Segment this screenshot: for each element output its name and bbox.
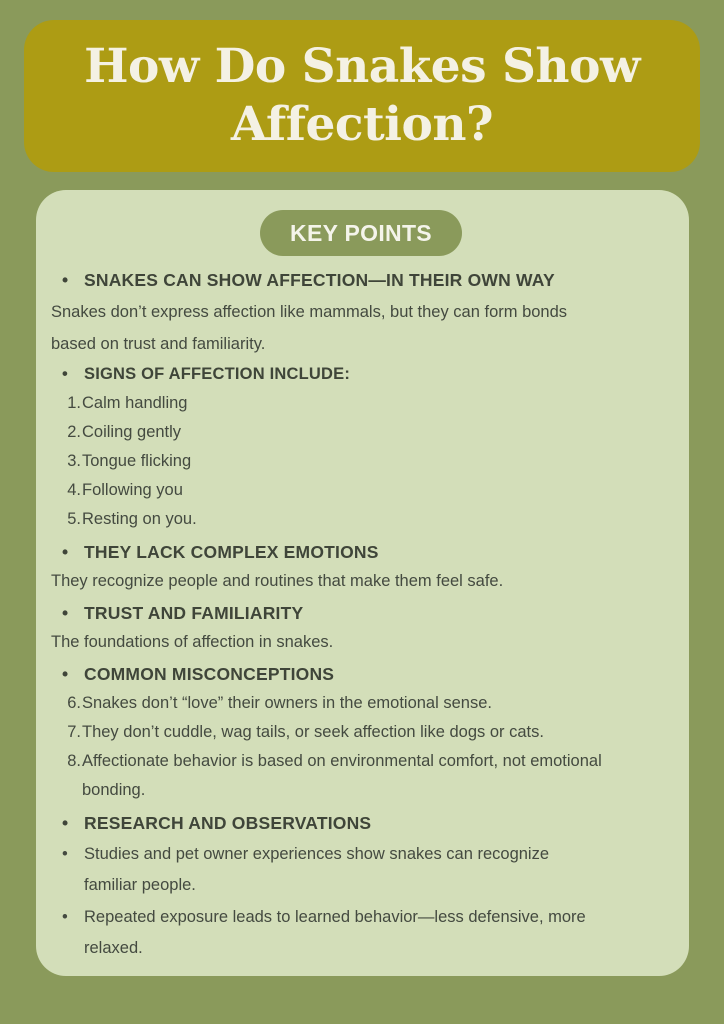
list-number: 4. <box>67 481 81 499</box>
list-text: Studies and pet owner experiences show snakes can recognize <box>84 845 550 863</box>
list-number: 5. <box>67 510 81 528</box>
heading-text: RESEARCH AND OBSERVATIONS <box>84 813 372 833</box>
list-text: Resting on you. <box>82 510 197 528</box>
bullet-icon: • <box>62 908 68 926</box>
bullet-icon: • <box>62 270 69 290</box>
list-number: 2. <box>67 423 81 441</box>
list-number: 7. <box>67 723 81 741</box>
bullet-icon: • <box>62 542 69 562</box>
bullet-icon: • <box>62 664 69 684</box>
list-text: Affectionate behavior is based on environmental comfort, not emotional <box>82 752 602 770</box>
section-heading <box>62 270 555 291</box>
heading-text: THEY LACK COMPLEX EMOTIONS <box>84 542 379 562</box>
section-heading <box>62 813 371 834</box>
heading-text: TRUST AND FAMILIARITY <box>84 603 304 623</box>
section-heading <box>62 603 303 624</box>
list-text: They don’t cuddle, wag tails, or seek affection like dogs or cats. <box>82 723 544 741</box>
list-number: 6. <box>67 694 81 712</box>
list-text: Coiling gently <box>82 423 182 441</box>
list-text-continued: relaxed. <box>84 939 143 957</box>
list-text: Following you <box>82 481 183 499</box>
heading-text: SIGNS OF AFFECTION INCLUDE: <box>84 365 351 383</box>
title-line-1: How Do Snakes Show <box>84 39 640 94</box>
list-text-continued: familiar people. <box>84 876 196 894</box>
list-text: Calm handling <box>82 394 188 412</box>
list-number: 1. <box>67 394 81 412</box>
list-number: 8. <box>67 752 81 770</box>
bullet-icon: • <box>62 813 69 833</box>
section-heading <box>62 664 334 685</box>
paragraph-line: The foundations of affection in snakes. <box>51 633 334 651</box>
list-number: 3. <box>67 452 81 470</box>
key-points-badge: KEY POINTS <box>260 210 462 256</box>
paragraph-line: Snakes don’t express affection like mammals, but they can form bonds <box>51 303 568 321</box>
bullet-icon: • <box>62 365 68 383</box>
bullet-icon: • <box>62 845 68 863</box>
bullet-icon: • <box>62 603 69 623</box>
list-text-continued: bonding. <box>82 781 146 799</box>
list-text: Snakes don’t “love” their owners in the emotional sense. <box>82 694 492 712</box>
title-line-2: Affection? <box>230 97 494 152</box>
title-banner <box>24 20 700 172</box>
section-heading <box>62 542 379 563</box>
list-text: Tongue flicking <box>82 452 192 470</box>
list-text: Repeated exposure leads to learned behavior—less defensive, more <box>84 908 586 926</box>
paragraph-line: based on trust and familiarity. <box>51 335 266 353</box>
paragraph-line: They recognize people and routines that make them feel safe. <box>51 572 504 590</box>
section-heading <box>62 365 350 384</box>
heading-text: COMMON MISCONCEPTIONS <box>84 664 335 684</box>
heading-text: SNAKES CAN SHOW AFFECTION—IN THEIR OWN WAY <box>84 270 555 290</box>
page-title <box>84 38 640 154</box>
key-points-card <box>36 190 689 976</box>
